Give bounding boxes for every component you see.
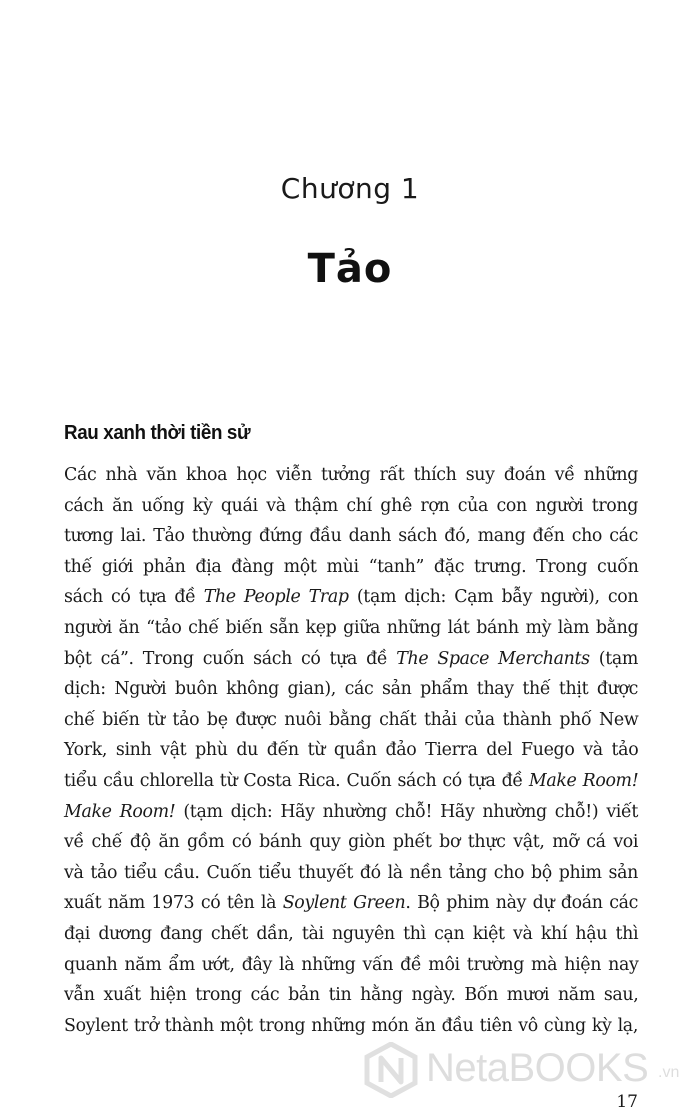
body-line: [64, 797, 638, 828]
body-line: [64, 705, 638, 736]
body-text-segment: . Bộ phim này dự đoán các: [405, 893, 638, 914]
body-text-segment: York, sinh vật phù du đến từ quần đảo Tierra del Fuego và tảo: [64, 740, 639, 761]
body-text-segment: tương lai. Tảo thường đứng đầu danh sách đó, mang đến cho các: [64, 526, 639, 547]
body-text-segment: đại dương đang chết dần, tài nguyên thì cạn kiệt và khí hậu thì: [64, 923, 639, 944]
watermark-brand: NetaBOOKS: [426, 1046, 649, 1090]
watermark-domain: .vn: [658, 1064, 680, 1081]
body-text-segment: bột cá”. Trong cuốn sách có tựa đề: [64, 648, 397, 669]
chapter-title: Tảo: [307, 246, 393, 292]
italic-title-text: Soylent Green: [282, 893, 406, 914]
body-line: [64, 582, 638, 613]
body-text-segment: xuất năm 1973 có tên là: [64, 893, 283, 914]
body-text-segment: dịch: Người buôn không gian), các sản phẩm thay thế thịt được: [64, 679, 638, 700]
body-text-segment: sách có tựa đề: [64, 587, 204, 608]
body-line: [64, 735, 638, 766]
body-text-segment: chế biến từ tảo bẹ được nuôi bằng chất thải của thành phố New: [64, 709, 639, 730]
body-text-segment: (tạm dịch: Hãy nhường chỗ! Hãy nhường chỗ!) viết: [175, 801, 638, 822]
body-text-segment: thế giới phản địa đàng một mùi “tanh” đặc trưng. Trong cuốn: [64, 556, 639, 577]
body-line: [64, 858, 638, 889]
body-text-segment: (tạm dịch: Cạm bẫy người), con: [348, 587, 639, 608]
body-line: [64, 980, 638, 1011]
body-text-segment: cách ăn uống kỳ quái và thậm chí ghê rợn của con người trong: [64, 495, 639, 516]
body-text-segment: (tạm: [589, 648, 638, 669]
body-line: [64, 644, 638, 675]
body-line: [64, 491, 638, 522]
body-line: [64, 460, 638, 491]
italic-title-text: The People Trap: [203, 587, 349, 608]
body-text-segment: về chế độ ăn gồm có bánh quy giòn phết bơ thực vật, mỡ cá voi: [64, 832, 639, 853]
body-text-segment: quanh năm ẩm ướt, đây là những vấn đề môi trường mà hiện nay: [64, 954, 639, 975]
italic-title-text: Make Room!: [64, 801, 176, 822]
body-line: [64, 888, 638, 919]
body-line: [64, 950, 638, 981]
body-text-segment: vẫn xuất hiện trong các bản tin hằng ngày. Bốn mươi năm sau,: [64, 985, 639, 1006]
body-text-segment: tiểu cầu chlorella từ Costa Rica. Cuốn sách có tựa đề: [64, 770, 529, 791]
page-number: 17: [616, 1092, 638, 1112]
body-text: [64, 460, 638, 1041]
body-line: [64, 521, 638, 552]
section-heading: Rau xanh thời tiền sử: [64, 422, 251, 444]
body-line: [64, 919, 638, 950]
netabooks-logo-icon: [364, 1042, 418, 1098]
body-line: [64, 674, 638, 705]
body-text-segment: Các nhà văn khoa học viễn tưởng rất thích suy đoán về những: [64, 465, 638, 485]
chapter-label: Chương 1: [280, 172, 420, 205]
body-line: [64, 613, 638, 644]
italic-title-text: The Space Merchants: [396, 648, 590, 669]
body-text-segment: Soylent trở thành một trong những món ăn đầu tiên vô cùng kỳ lạ,: [64, 1015, 638, 1036]
italic-title-text: Make Room!: [528, 770, 639, 791]
body-line: [64, 552, 638, 583]
body-text-segment: người ăn “tảo chế biến sẵn kẹp giữa những lát bánh mỳ làm bằng: [64, 617, 639, 638]
watermark: [364, 1042, 686, 1098]
body-line: [64, 1011, 638, 1042]
body-line: [64, 766, 638, 797]
body-text-segment: và tảo tiểu cầu. Cuốn tiểu thuyết đó là nền tảng cho bộ phim sản: [64, 862, 638, 883]
body-line: [64, 827, 638, 858]
